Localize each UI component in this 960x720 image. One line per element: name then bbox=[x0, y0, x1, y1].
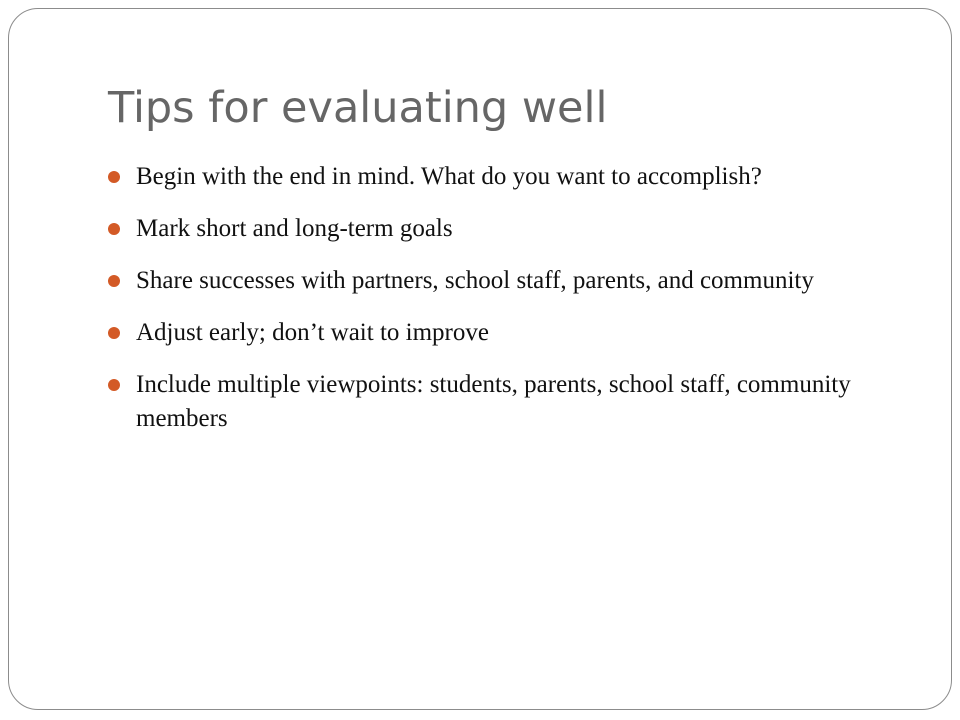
bullet-text: Mark short and long-term goals bbox=[136, 215, 453, 242]
bullet-item bbox=[108, 160, 898, 194]
bullet-text: Begin with the end in mind. What do you want to accomplish? bbox=[136, 163, 762, 190]
bullet-list bbox=[108, 160, 898, 454]
bullet-dot-icon bbox=[108, 275, 120, 287]
bullet-dot-icon bbox=[108, 379, 120, 391]
bullet-text: Share successes with partners, school staff, parents, and community bbox=[136, 267, 814, 294]
bullet-text: Include multiple viewpoints: students, parents, school staff, community members bbox=[136, 371, 851, 432]
bullet-text: Adjust early; don’t wait to improve bbox=[136, 319, 489, 346]
bullet-item bbox=[108, 264, 898, 298]
bullet-dot-icon bbox=[108, 223, 120, 235]
bullet-item bbox=[108, 212, 898, 246]
slide-title: Tips for evaluating well bbox=[108, 83, 608, 133]
bullet-item bbox=[108, 368, 898, 436]
bullet-dot-icon bbox=[108, 327, 120, 339]
bullet-dot-icon bbox=[108, 171, 120, 183]
bullet-item bbox=[108, 316, 898, 350]
